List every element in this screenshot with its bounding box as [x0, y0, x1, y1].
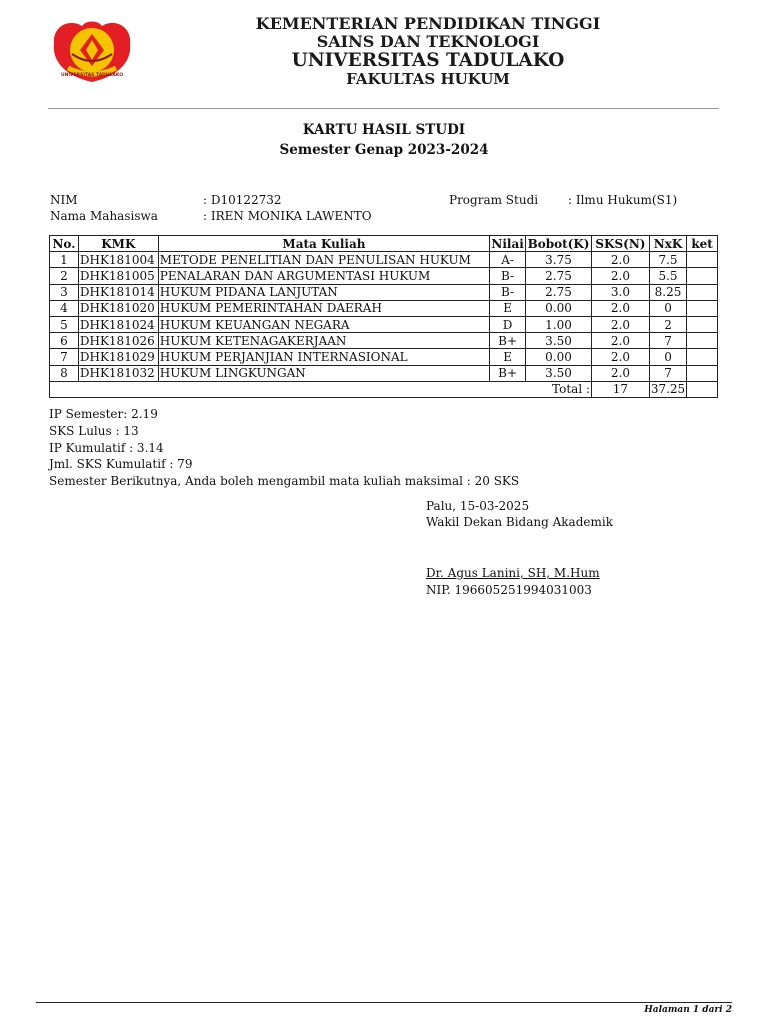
cell-kmk: DHK181004	[78, 252, 158, 268]
cell-kmk: DHK181032	[78, 365, 158, 381]
cell-nilai: B-	[490, 268, 526, 284]
cell-mata-kuliah: HUKUM LINGKUNGAN	[158, 365, 489, 381]
table-row	[50, 252, 718, 268]
nim-label: NIM	[50, 193, 78, 207]
university-name: UNIVERSITAS TADULAKO	[291, 50, 565, 71]
cell-nilai: B+	[490, 333, 526, 349]
signatory-name: Dr. Agus Lanini, SH, M.Hum	[426, 566, 600, 580]
cell-bobot: 1.00	[526, 316, 592, 332]
cell-no: 6	[50, 333, 79, 349]
grades-table	[49, 235, 718, 398]
cell-nilai: B+	[490, 365, 526, 381]
cell-ket	[687, 365, 718, 381]
cell-no: 1	[50, 252, 79, 268]
cell-sks: 2.0	[592, 333, 650, 349]
cell-no: 4	[50, 300, 79, 316]
total-ket	[687, 381, 718, 397]
cell-kmk: DHK181005	[78, 268, 158, 284]
cell-nilai: E	[490, 349, 526, 365]
prodi-value: : Ilmu Hukum(S1)	[568, 193, 678, 207]
cell-bobot: 0.00	[526, 349, 592, 365]
cell-no: 2	[50, 268, 79, 284]
cell-ket	[687, 268, 718, 284]
signatory-position: Wakil Dekan Bidang Akademik	[426, 515, 613, 529]
university-logo	[48, 14, 136, 86]
cell-bobot: 0.00	[526, 300, 592, 316]
cell-kmk: DHK181014	[78, 284, 158, 300]
cell-nxk: 0	[649, 349, 686, 365]
cell-nxk: 2	[649, 316, 686, 332]
cell-mata-kuliah: HUKUM KEUANGAN NEGARA	[158, 316, 489, 332]
cell-bobot: 2.75	[526, 284, 592, 300]
col-header-bobot: Bobot(K)	[526, 236, 592, 252]
cell-nilai: D	[490, 316, 526, 332]
cell-no: 8	[50, 365, 79, 381]
cell-nxk: 5.5	[649, 268, 686, 284]
cell-bobot: 2.75	[526, 268, 592, 284]
col-header-nxk: NxK	[649, 236, 686, 252]
cell-sks: 2.0	[592, 349, 650, 365]
total-nxk: 37.25	[650, 382, 686, 397]
cell-ket	[687, 316, 718, 332]
header-divider	[48, 108, 719, 109]
next-semester-note: Semester Berikutnya, Anda boleh mengambil mata kuliah maksimal : 20 SKS	[49, 474, 520, 488]
table-row	[50, 316, 718, 332]
table-row	[50, 349, 718, 365]
cell-bobot: 3.50	[526, 365, 592, 381]
col-header-no: No.	[50, 236, 79, 252]
cell-sks: 2.0	[592, 316, 650, 332]
signatory-nip: NIP. 196605251994031003	[426, 583, 592, 597]
cell-kmk: DHK181026	[78, 333, 158, 349]
cell-no: 5	[50, 316, 79, 332]
footer-divider	[36, 1002, 732, 1003]
cell-sks: 2.0	[592, 252, 650, 268]
cell-ket	[687, 349, 718, 365]
cell-mata-kuliah: HUKUM KETENAGAKERJAAN	[158, 333, 489, 349]
cell-no: 3	[50, 284, 79, 300]
name-label: Nama Mahasiswa	[50, 209, 158, 223]
cell-kmk: DHK181029	[78, 349, 158, 365]
nim-value: : D10122732	[203, 193, 282, 207]
cell-mata-kuliah: HUKUM PEMERINTAHAN DAERAH	[158, 300, 489, 316]
ministry-line-2: SAINS DAN TEKNOLOGI	[316, 32, 540, 51]
cell-ket	[687, 300, 718, 316]
total-label: Total :	[50, 381, 592, 397]
cell-nilai: E	[490, 300, 526, 316]
page-number: Halaman 1 dari 2	[644, 1005, 732, 1015]
cell-sks: 2.0	[592, 365, 650, 381]
cell-nxk: 0	[649, 300, 686, 316]
table-row	[50, 365, 718, 381]
cell-bobot: 3.50	[526, 333, 592, 349]
table-row	[50, 300, 718, 316]
cell-sks: 2.0	[592, 268, 650, 284]
cell-nxk: 7.5	[649, 252, 686, 268]
col-header-sks: SKS(N)	[592, 236, 650, 252]
cell-mata-kuliah: HUKUM PIDANA LANJUTAN	[158, 284, 489, 300]
semester-title: Semester Genap 2023-2024	[279, 142, 489, 158]
col-header-kmk: KMK	[78, 236, 158, 252]
prodi-label: Program Studi	[449, 193, 539, 207]
table-row	[50, 284, 718, 300]
cell-nxk: 8.25	[649, 284, 686, 300]
total-sks: 17	[592, 381, 650, 397]
sks-lulus: SKS Lulus : 13	[49, 424, 139, 438]
table-row	[50, 333, 718, 349]
table-header-row	[50, 236, 718, 252]
ip-kumulatif: IP Kumulatif : 3.14	[49, 441, 164, 455]
faculty-name: FAKULTAS HUKUM	[346, 70, 510, 88]
cell-mata-kuliah: HUKUM PERJANJIAN INTERNASIONAL	[158, 349, 489, 365]
ministry-line-1: KEMENTERIAN PENDIDIKAN TINGGI	[255, 14, 601, 33]
table-total-row	[50, 381, 718, 397]
cell-nxk: 7	[649, 365, 686, 381]
cell-mata-kuliah: METODE PENELITIAN DAN PENULISAN HUKUM	[158, 252, 489, 268]
name-value: : IREN MONIKA LAWENTO	[203, 209, 372, 223]
cell-ket	[687, 252, 718, 268]
cell-nilai: B-	[490, 284, 526, 300]
cell-ket	[687, 284, 718, 300]
cell-nxk: 7	[649, 333, 686, 349]
cell-ket	[687, 333, 718, 349]
table-row	[50, 268, 718, 284]
cell-nilai: A-	[490, 252, 526, 268]
cell-sks: 3.0	[592, 284, 650, 300]
col-header-mata-kuliah: Mata Kuliah	[158, 236, 489, 252]
cell-sks: 2.0	[592, 300, 650, 316]
logo-text: UNIVERSITAS TADULAKO	[60, 73, 124, 78]
sks-kumulatif: Jml. SKS Kumulatif : 79	[49, 457, 193, 471]
place-date: Palu, 15-03-2025	[426, 499, 530, 513]
cell-kmk: DHK181020	[78, 300, 158, 316]
col-header-nilai: Nilai	[491, 236, 524, 251]
cell-no: 7	[50, 349, 79, 365]
cell-kmk: DHK181024	[78, 316, 158, 332]
ip-semester: IP Semester: 2.19	[49, 407, 158, 421]
cell-bobot: 3.75	[526, 252, 592, 268]
col-header-ket: ket	[687, 236, 718, 252]
cell-mata-kuliah: PENALARAN DAN ARGUMENTASI HUKUM	[158, 268, 489, 284]
document-title: KARTU HASIL STUDI	[302, 122, 466, 138]
